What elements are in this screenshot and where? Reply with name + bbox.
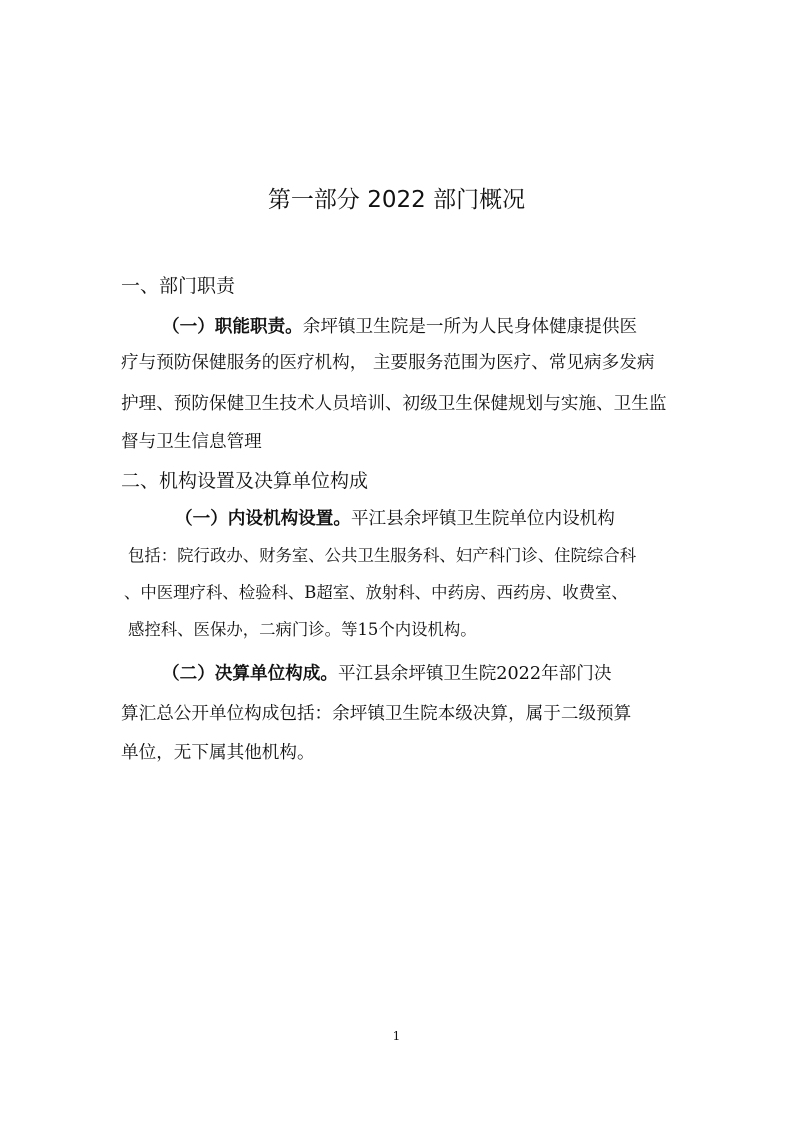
paragraph-line: 、中医理疗科、检验科、B超室、放射科、中药房、西药房、收费室、 — [124, 583, 628, 602]
paragraph-line: 护理、预防保健卫生技术人员培训、初级卫生保健规划与实施、卫生监 — [121, 394, 667, 414]
section-heading-structure: 二、机构设置及决算单位构成 — [121, 470, 369, 492]
paragraph-line — [162, 314, 637, 340]
page-number: 1 — [392, 1029, 401, 1043]
paragraph-line: 疗与预防保健服务的医疗机构， 主要服务范围为医疗、常见病多发病 — [121, 353, 655, 373]
paragraph-line: 单位，无下属其他机构。 — [121, 743, 315, 763]
paragraph-lead: （一）职能职责。 — [162, 317, 303, 337]
paragraph-line — [175, 506, 615, 532]
paragraph-text: 平江县余坪镇卫生院单位内设机构 — [350, 509, 615, 529]
section-heading-duties: 一、部门职责 — [121, 275, 236, 297]
paragraph-line: 感控科、医保办，二病门诊。等15个内设机构。 — [128, 620, 477, 639]
paragraph-line: 督与卫生信息管理 — [121, 432, 262, 452]
paragraph-line — [162, 661, 611, 687]
paragraph-lead: （一）内设机构设置。 — [175, 509, 351, 529]
paragraph-text: 平江县余坪镇卫生院2022年部门决 — [337, 664, 612, 684]
paragraph-line: 算汇总公开单位构成包括：余坪镇卫生院本级决算，属于二级预算 — [121, 704, 632, 724]
paragraph-line: 包括：院行政办、财务室、公共卫生服务科、妇产科门诊、住院综合科 — [128, 546, 637, 565]
paragraph-text: 余坪镇卫生院是一所为人民身体健康提供医 — [302, 317, 638, 337]
paragraph-lead: （二）决算单位构成。 — [162, 664, 338, 684]
page-title: 第一部分 2022 部门概况 — [267, 187, 526, 213]
